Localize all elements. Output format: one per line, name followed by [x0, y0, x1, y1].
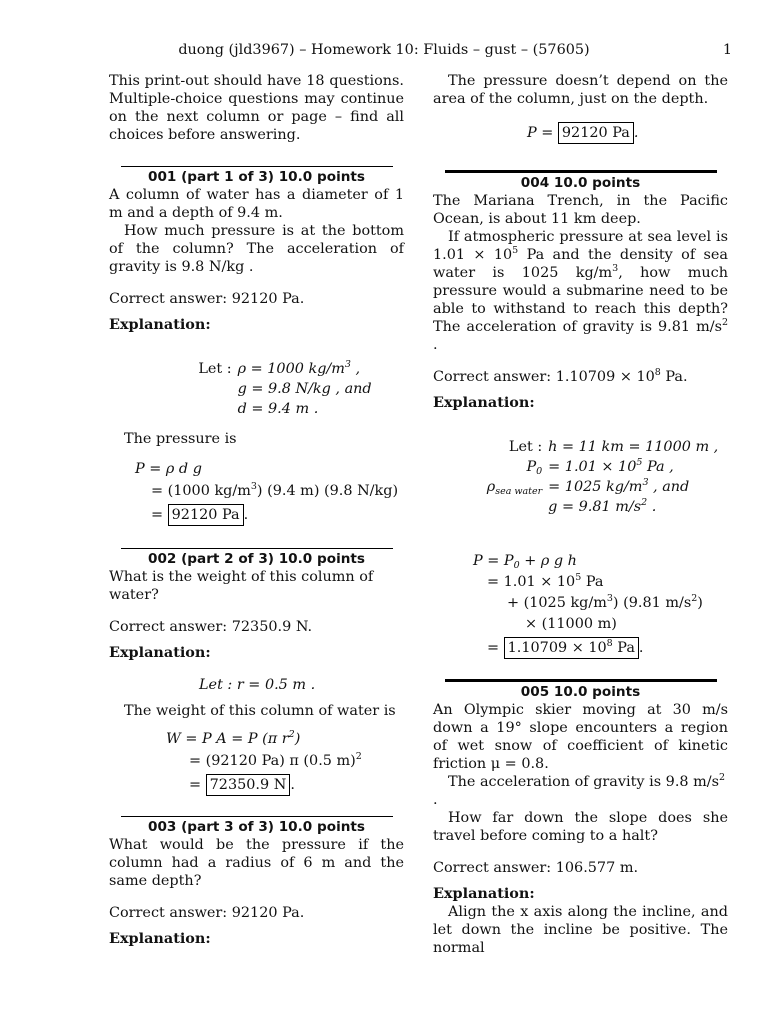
question-1-prompt: How much pressure is at the bottom of the column? The acceleration of gravity is 9.8 N/kg .: [109, 223, 404, 275]
equation-line: P = ρ d g: [135, 461, 202, 477]
question-1-givens: Let : ρ = 1000 $kg/m^3$ , g = 9.8 N/kg , and d = 9.4 m .: [166, 360, 404, 418]
header-title: duong (jld3967) – Homework 10: Fluids – gust – (57605): [178, 42, 590, 58]
question-1-heading: 001 (part 1 of 3) 10.0 points: [147, 169, 365, 185]
question-2-equation: W = P A = P (π $r^2$) = (92120 Pa) π (0.5 m)$^2$ = 72350.9 N .: [166, 730, 404, 796]
let-label: Let :: [508, 439, 543, 455]
answer-box: 72350.9 N: [206, 774, 291, 796]
question-4-heading: 004 10.0 points: [520, 175, 641, 191]
page-header: [0, 41, 768, 61]
question-5-prompt: How far down the slope does she travel before coming to a halt?: [433, 810, 728, 844]
question-3-answer: Correct answer: 92120 Pa.: [109, 905, 305, 921]
question-5-answer: Correct answer: 106.577 m.: [433, 860, 639, 876]
question-4-equation: $P = P_0 + \rho$ g h = $1.01 \times 10^5$ Pa + (1025 $kg/m^3$) (9.81 $m/s^2$) × (11000 m) = $1.10709 \times 10^8$ Pa .: [473, 552, 728, 659]
question-4-text: The Mariana Trench, in the Pacific Ocean, is about 11 km deep.: [433, 193, 728, 227]
question-3-heading: 003 (part 3 of 3) 10.0 points: [147, 819, 365, 835]
question-3-explanation-label: Explanation:: [109, 930, 211, 947]
question-3-equation: P = 92120 Pa .: [527, 122, 728, 144]
let-label: Let :: [198, 361, 232, 377]
answer-box: 92120 Pa: [168, 504, 244, 526]
question-5-text: An Olympic skier moving at 30 m/s down a 19° slope encounters a region of wet snow of coefficient of kinetic friction μ = 0.8.: [433, 702, 728, 772]
given-atm-pressure: = $1.01 \times 10^5$ Pa ,: [548, 457, 674, 475]
question-4-answer: Correct answer: $1.10709 \times 10^8$ Pa.: [433, 367, 688, 385]
question-1-equation: P = ρ d g = (1000 $kg/m^3$) (9.4 m) (9.8 N/kg) = 92120 Pa .: [135, 460, 404, 526]
answer-box: $1.10709 \times 10^8$ Pa: [504, 637, 639, 659]
question-2-text: What is the weight of this column of water?: [109, 569, 374, 603]
question-2-heading: 002 (part 2 of 3) 10.0 points: [147, 551, 365, 567]
pressure-intro: The pressure is: [124, 431, 237, 447]
right-column: [433, 72, 728, 957]
question-3-text: What would be the pressure if the column had a radius of 6 m and the same depth?: [109, 837, 404, 889]
question-1-explanation-label: Explanation:: [109, 316, 211, 333]
given-depth: h = 11 km = 11000 m ,: [548, 439, 719, 455]
page-number: 1: [722, 42, 732, 58]
question-5-explanation: Align the x axis along the incline, and let down the incline be positive. The normal: [433, 904, 728, 956]
question-4-givens: Let : h = 11 km = 11000 m , $P_0$ = $1.01 \times 10^5$ Pa , $\rho_{sea water}$ = 1025 $kg/m^3$ , and g = 9.81 $m/s^2$ .: [477, 438, 728, 516]
question-2-answer: Correct answer: 72350.9 N.: [109, 619, 313, 635]
given-gravity: g = 9.81 $m/s^2$ .: [548, 497, 657, 515]
question-4-explanation-label: Explanation:: [433, 394, 535, 411]
question-2-given: Let : r = 0.5 m .: [199, 677, 316, 693]
question-5-gravity: The acceleration of gravity is 9.8 $m/s^2$ .: [433, 772, 726, 808]
left-column: [109, 72, 404, 948]
question-2-explanation-label: Explanation:: [109, 644, 211, 661]
given-density: ρ = 1000 kg/m: [237, 361, 345, 377]
intro-text: This print-out should have 18 questions. Multiple-choice questions may continue on the next column or page – find all choices before answering.: [109, 73, 404, 143]
question-5-heading: 005 10.0 points: [520, 684, 641, 700]
question-1-answer: Correct answer: 92120 Pa.: [109, 291, 305, 307]
question-3-explanation: The pressure doesn’t depend on the area of the column, just on the depth.: [433, 73, 728, 107]
answer-box: 92120 Pa: [558, 122, 634, 144]
weight-intro: The weight of this column of water is: [124, 703, 396, 719]
given-gravity: g = 9.8 N/kg , and: [237, 381, 372, 397]
question-5-explanation-label: Explanation:: [433, 885, 535, 902]
question-1-text: A column of water has a diameter of 1 m and a depth of 9.4 m.: [109, 187, 404, 221]
given-density: = 1025 $kg/m^3$ , and: [548, 477, 690, 495]
question-4-prompt: If atmospheric pressure at sea level is $1.01 \times 10^5$ Pa and the density of sea water is 1025 $kg/m^3$, how much pressure would a submarine need to be able to withstand to reach this depth? The acceleration of gravity is 9.81 $m/s^2$ .: [433, 229, 729, 353]
given-depth: d = 9.4 m .: [237, 401, 319, 417]
